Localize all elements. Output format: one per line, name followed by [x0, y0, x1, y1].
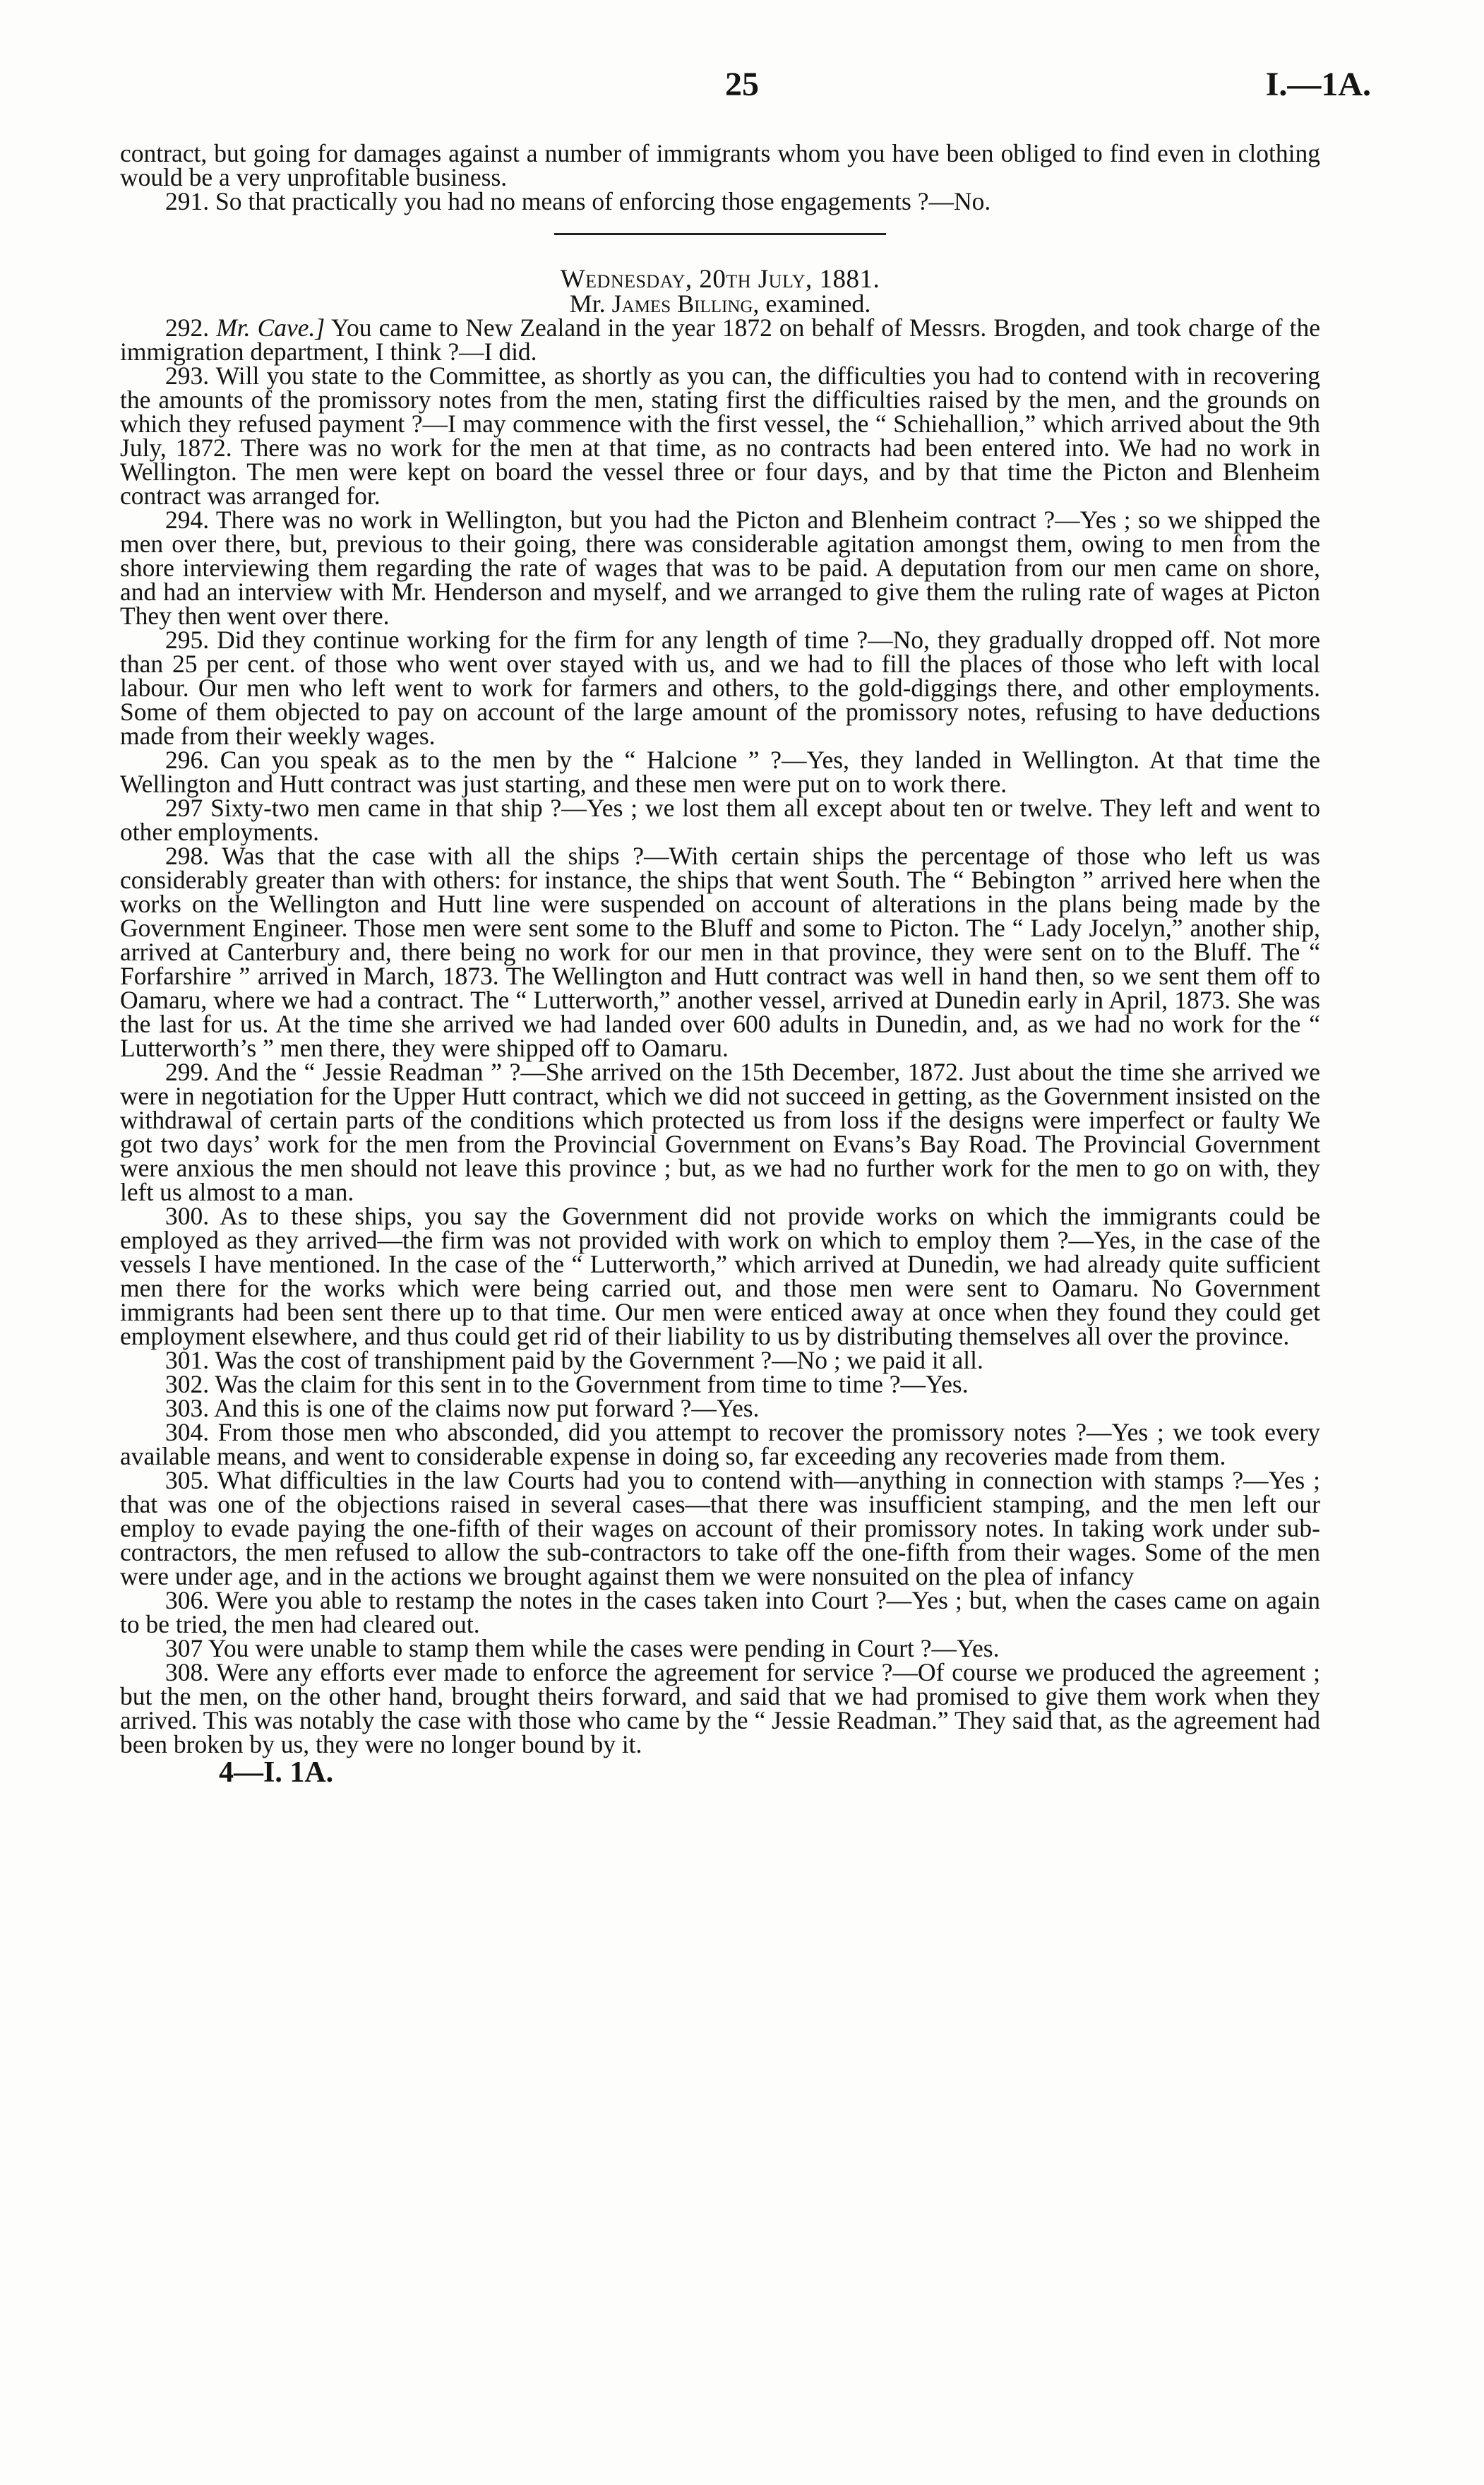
session-date: Wednesday, 20th July, 1881.: [560, 265, 880, 294]
question-number: 292.: [165, 314, 210, 342]
question-294: 294. There was no work in Wellington, but you had the Picton and Blenheim contract ?—Yes ; so we shipped the men over there, but, previous to their going, there was considerable agitation amongst them, owing to men from the shore interviewing them regarding the rate of wages that was to be paid. A deputation from our men came on shore, and had an interview with Mr. Henderson and myself, and we arranged to give them the ruling rate of wages at Picton They then went over there.: [120, 506, 1320, 630]
question-text: You came to New Zealand in the year 1872 on behalf of Messrs. Brogden, and took charge of the immigration department, I think ?—I did.: [120, 314, 1321, 366]
document-body: [120, 139, 1321, 1789]
witness-name: James Billing: [611, 290, 753, 318]
question-308: 308. Were any efforts ever made to enforce the agreement for service ?—Of course we produced the agreement ; but the men, on the other hand, brought theirs forward, and said that we had promised to give them work when they arrived. This was notably the case with those who came by the “ Jessie Readman.” They said that, as the agreement had been broken by us, they were no longer bound by it.: [120, 1658, 1320, 1758]
question-300: 300. As to these ships, you say the Government did not provide works on which the immigrants could be employed as they arrived—the firm was not provided with work on which to employ them ?—Yes, in the case of the vessels I have mentioned. In the case of the “ Lutterworth,” which arrived at Dunedin, we had already quite sufficient men there for the works which were being carried out, and those men were sent to Oamaru. No Government immigrants had been sent there up to that time. Our men were enticed away at once when they found they could get employment elsewhere, and thus could get rid of their liability to us by distributing themselves all over the province.: [120, 1202, 1320, 1350]
question-299: 299. And the “ Jessie Readman ” ?—She arrived on the 15th December, 1872. Just about the time she arrived we were in negotiation for the Upper Hutt contract, which we did not succeed in getting, as the Government insisted on the withdrawal of certain parts of the conditions which protected us from loss if the designs were imperfect or faulty We got two days’ work for the men from the Provincial Government on Evans’s Bay Road. The Provincial Government were anxious the men should not leave this province ; but, as we had no further work for the men to go on with, they left us almost to a man.: [120, 1058, 1320, 1206]
witness-suffix: , examined.: [753, 290, 871, 318]
continued-paragraph: contract, but going for damages against a number of immigrants whom you have been obliged to find even in clothing would be a very unprofitable business.: [120, 139, 1320, 191]
question-305: 305. What difficulties in the law Courts had you to contend with—anything in connection with stamps ?—Yes ; that was one of the objections raised in several cases—that there was insufficient stamping, and the men left our employ to evade paying the one-fifth of their wages on account of their promissory notes. In taking work under sub-contractors, the men refused to allow the sub-contractors to take off the one-fifth from their wages. Some of the men were under age, and in the actions we brought against them we were nonsuited on the plea of infancy: [120, 1466, 1320, 1590]
witness-prefix: Mr.: [569, 290, 606, 318]
question-297: 297 Sixty-two men came in that ship ?—Yes ; we lost them all except about ten or twelve. They left and went to other employments.: [120, 794, 1320, 846]
question-306: 306. Were you able to restamp the notes in the cases taken into Court ?—Yes ; but, when the cases came on again to be tried, the men had cleared out.: [120, 1586, 1320, 1638]
section-divider: [554, 233, 886, 235]
question-302: 302. Was the claim for this sent in to the Government from time to time ?—Yes.: [165, 1370, 969, 1398]
question-291: 291. So that practically you had no means of enforcing those engagements ?—No.: [165, 187, 991, 215]
question-303: 303. And this is one of the claims now put forward ?—Yes.: [165, 1394, 760, 1422]
question-296: 296. Can you speak as to the men by the “ Halcione ” ?—Yes, they landed in Wellington. At that time the Wellington and Hutt contract was just starting, and these men were put on to work there.: [120, 746, 1320, 798]
question-301: 301. Was the cost of transhipment paid by the Government ?—No ; we paid it all.: [165, 1346, 983, 1374]
signature-mark: 4—I. 1A.: [219, 1756, 334, 1789]
question-295: 295. Did they continue working for the firm for any length of time ?—No, they gradually dropped off. Not more than 25 per cent. of those who went over stayed with us, and we had to fill the places of those who left with local labour. Our men who left went to work for farmers and others, to the gold-diggings there, and other employments. Some of them objected to pay on account of the large amount of the promissory notes, refusing to have deductions made from their weekly wages.: [120, 626, 1320, 750]
question-298: 298. Was that the case with all the ships ?—With certain ships the percentage of those who left us was considerably greater than with others: for instance, the ships that went South. The “ Bebington ” arrived here when the works on the Wellington and Hutt line were suspended on account of alterations in the plans being made by the Government Engineer. Those men were sent some to the Bluff and some to Picton. The “ Lady Jocelyn,” another ship, arrived at Canterbury and, there being no work for our men in that province, they were sent on to the Bluff. The “ Forfarshire ” arrived in March, 1873. The Wellington and Hutt contract was well in hand then, so we sent them off to Oamaru, where we had a contract. The “ Lutterworth,” another vessel, arrived at Dunedin early in April, 1873. She was the last for us. At the time she arrived we had landed over 600 adults in Dunedin, and, as we had no work for the “ Lutterworth’s ” men there, they were shipped off to Oamaru.: [120, 842, 1320, 1062]
question-293: 293. Will you state to the Committee, as shortly as you can, the difficulties you had to contend with in recovering the amounts of the promissory notes from the men, stating first the difficulties raised by the men, and the grounds on which they refused payment ?—I may commence with the first vessel, the “ Schiehallion,” which arrived about the 9th July, 1872. There was no work for the men at that time, as no contracts had been entered into. We had no work in Wellington. The men were kept on board the vessel three or four days, and by that time the Picton and Blenheim contract was arranged for.: [120, 362, 1320, 510]
question-304: 304. From those men who absconded, did you attempt to recover the promissory notes ?—Yes ; we took every available means, and went to considerable expense in doing so, far exceeding any recoveries made from them.: [120, 1418, 1320, 1470]
page-number: 25: [725, 66, 759, 103]
page-header: [113, 65, 1371, 121]
document-reference: I.—1A.: [1265, 66, 1371, 103]
witness-heading: [120, 292, 1320, 316]
question-292: [120, 316, 1320, 364]
question-307: 307 You were unable to stamp them while the cases were pending in Court ?—Yes.: [165, 1634, 1000, 1662]
questioner: Mr. Cave.]: [216, 314, 325, 342]
